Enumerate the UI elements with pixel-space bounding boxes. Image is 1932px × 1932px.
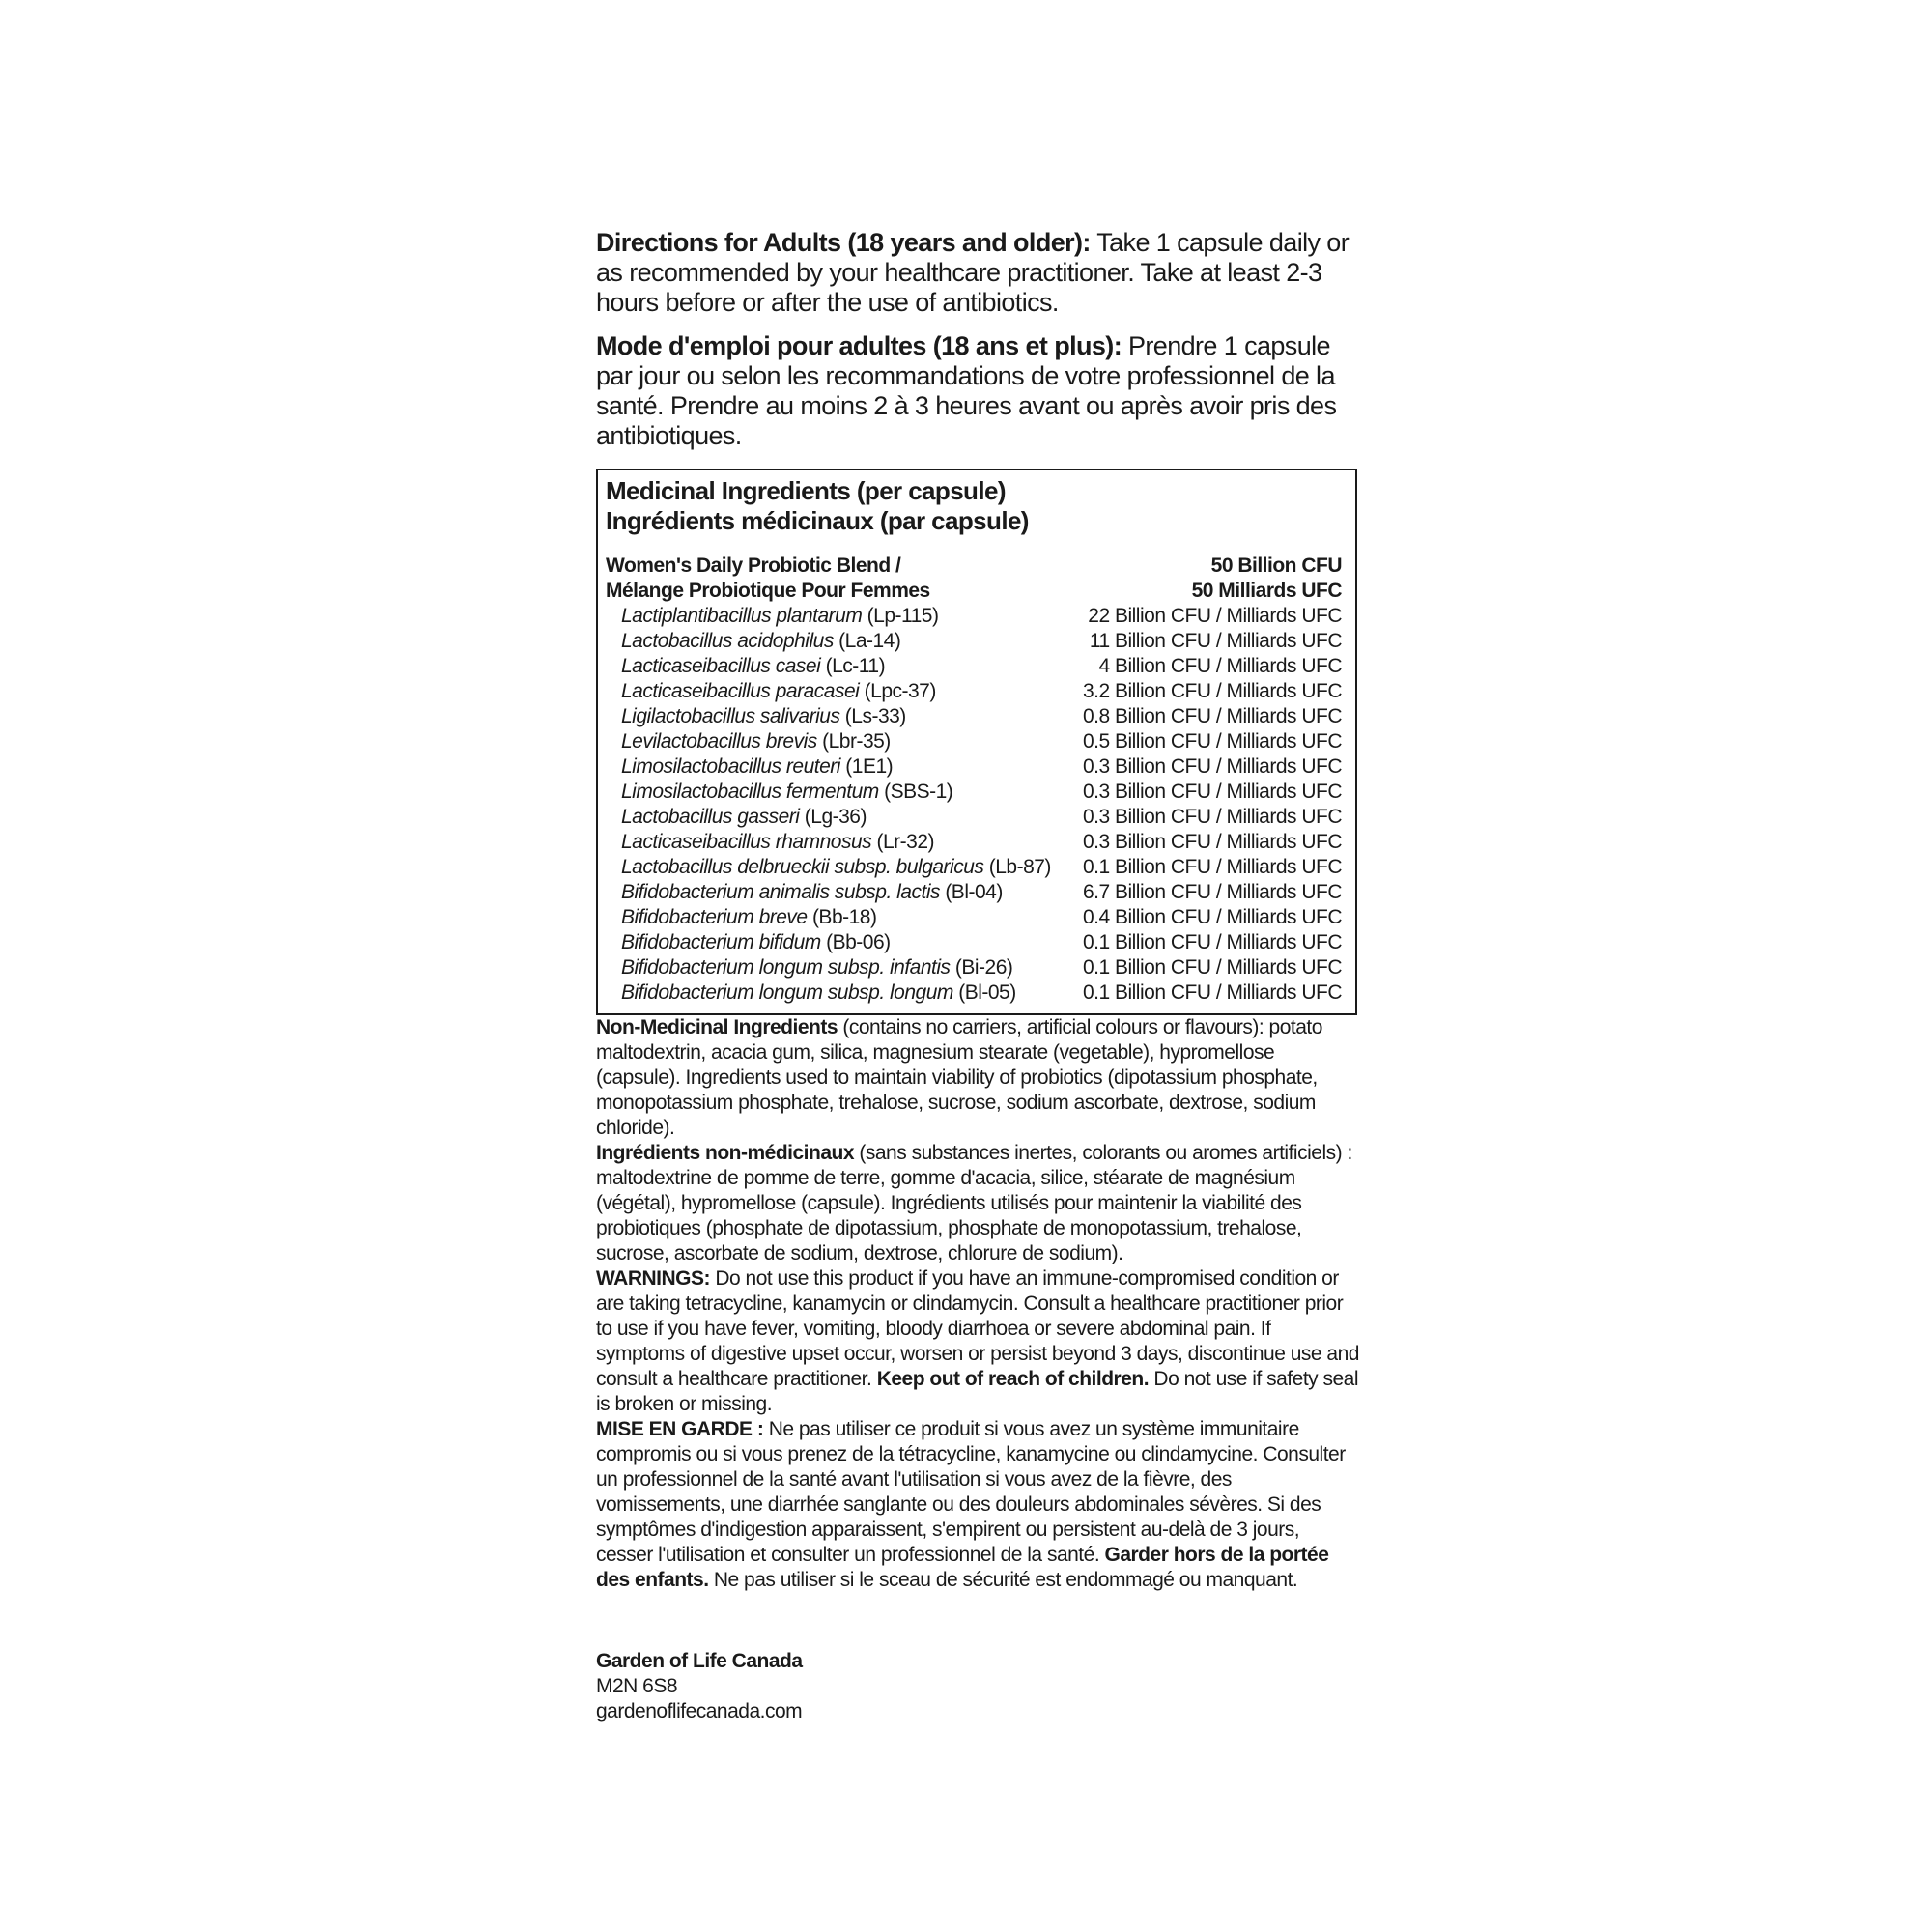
directions-en-text: Take 1 capsule daily or as recommended by your healthcare practitioner. Take at least 2-3 hours before or after the use of antibiotics. bbox=[596, 228, 1350, 317]
strain-amount: 3.2 Billion CFU / Milliards UFC bbox=[1082, 680, 1342, 702]
company-postal-code: M2N 6S8 bbox=[596, 1675, 678, 1697]
strain-label bbox=[621, 855, 1051, 880]
company-website: gardenoflifecanada.com bbox=[596, 1700, 803, 1722]
strain-label bbox=[621, 780, 952, 805]
strain-amount: 0.8 Billion CFU / Milliards UFC bbox=[1082, 705, 1342, 727]
strain-name: Lactobacillus delbrueckii subsp. bulgaricus bbox=[621, 856, 984, 878]
nonmedicinal-fr-heading: Ingrédients non-médicinaux bbox=[596, 1142, 855, 1164]
strain-label bbox=[621, 805, 867, 830]
strain-amount: 0.5 Billion CFU / Milliards UFC bbox=[1082, 730, 1342, 753]
strain-code: (Lbr-35) bbox=[816, 730, 891, 753]
strain-code: (Bl-05) bbox=[952, 981, 1016, 1004]
strain-name: Lacticaseibacillus rhamnosus bbox=[621, 831, 872, 853]
strain-amount: 0.3 Billion CFU / Milliards UFC bbox=[1082, 755, 1342, 778]
nonmedicinal-fr-text: (sans substances inertes, colorants ou aromes artificiels) : maltodextrine de pomme de terre, gomme d'acacia, silice, stéarate de magnésium (végétal), hypromellose (capsule). Ingrédients utilisés pour maintenir la viabilité des probiotiques (phosphate de dipotassium, phosphate de monopotassium, trehalose, sucrose, ascorbate de sodium, dextrose, chlorure de sodium). bbox=[596, 1142, 1352, 1264]
blend-name bbox=[606, 554, 930, 604]
strain-code: (La-14) bbox=[833, 630, 901, 652]
strain-row bbox=[606, 679, 1342, 704]
strain-amount: 4 Billion CFU / Milliards UFC bbox=[1098, 655, 1342, 677]
strain-name: Bifidobacterium breve bbox=[621, 906, 808, 928]
strain-label bbox=[621, 830, 934, 855]
directions-en bbox=[596, 228, 1359, 318]
strain-row bbox=[606, 905, 1342, 930]
directions-fr-heading: Mode d'emploi pour adultes (18 ans et plus): bbox=[596, 331, 1122, 360]
strain-code: (Lp-115) bbox=[862, 605, 939, 627]
strain-name: Limosilactobacillus reuteri bbox=[621, 755, 840, 778]
strain-amount: 0.1 Billion CFU / Milliards UFC bbox=[1082, 981, 1342, 1004]
blend-amount-fr: 50 Milliards UFC bbox=[1191, 580, 1342, 602]
strain-row bbox=[606, 830, 1342, 855]
company-info bbox=[596, 1649, 1359, 1724]
warnings-en-bold: Keep out of reach of children. bbox=[876, 1368, 1150, 1390]
blend-name-fr: Mélange Probiotique Pour Femmes bbox=[606, 580, 930, 602]
nonmedicinal-en-heading: Non-Medicinal Ingredients bbox=[596, 1016, 838, 1038]
strain-code: (1E1) bbox=[839, 755, 894, 778]
warnings-en-text: Do not use this product if you have an immune-compromised condition or are taking tetracycline, kanamycin or clindamycin. Consult a healthcare practitioner prior to use if you have fever, vomiting, bloody diarrhoea or severe abdominal pain. If symptoms of digestive upset occur, worsen or persist beyond 3 days, discontinue use and consult a healthcare practitioner. bbox=[596, 1267, 1359, 1390]
strain-row bbox=[606, 780, 1342, 805]
strain-row bbox=[606, 880, 1342, 905]
strain-amount: 0.3 Billion CFU / Milliards UFC bbox=[1082, 831, 1342, 853]
strain-name: Bifidobacterium animalis subsp. lactis bbox=[621, 881, 940, 903]
strain-code: (Lpc-37) bbox=[859, 680, 936, 702]
medicinal-title-fr: Ingrédients médicinaux (par capsule) bbox=[606, 506, 1029, 535]
strain-name: Bifidobacterium bifidum bbox=[621, 931, 821, 953]
strain-label bbox=[621, 604, 938, 629]
warnings-fr-heading: MISE EN GARDE : bbox=[596, 1418, 764, 1440]
nonmedicinal-en-text: (contains no carriers, artificial colours or flavours): potato maltodextrin, acacia gum, silica, magnesium stearate (vegetable), hypromellose (capsule). Ingredients used to maintain viability of probiotics (dipotassium phosphate, monopotassium phosphate, trehalose, sucrose, sodium ascorbate, dextrose, sodium chloride). bbox=[596, 1016, 1322, 1139]
strain-code: (Lb-87) bbox=[983, 856, 1051, 878]
warnings-fr-bold: Garder hors de la portée des enfants. bbox=[596, 1544, 1329, 1591]
strain-amount: 0.4 Billion CFU / Milliards UFC bbox=[1082, 906, 1342, 928]
strain-amount: 0.1 Billion CFU / Milliards UFC bbox=[1082, 931, 1342, 953]
strain-name: Limosilactobacillus fermentum bbox=[621, 781, 879, 803]
blend-amount bbox=[1192, 554, 1342, 604]
ingredients-warnings-section bbox=[596, 1015, 1359, 1593]
strain-name: Bifidobacterium longum subsp. infantis bbox=[621, 956, 951, 979]
strain-row bbox=[606, 855, 1342, 880]
strain-name: Lactobacillus acidophilus bbox=[621, 630, 834, 652]
strain-name: Ligilactobacillus salivarius bbox=[621, 705, 840, 727]
warnings-en-tail: Do not use if safety seal is broken or missing. bbox=[596, 1368, 1359, 1415]
strain-label bbox=[621, 729, 891, 754]
blend-header bbox=[606, 554, 1342, 604]
strain-row bbox=[606, 805, 1342, 830]
strain-label bbox=[621, 679, 936, 704]
warnings-en bbox=[596, 1266, 1359, 1417]
strain-amount: 0.3 Billion CFU / Milliards UFC bbox=[1082, 781, 1342, 803]
strain-row bbox=[606, 629, 1342, 654]
strain-name: Lactobacillus gasseri bbox=[621, 806, 800, 828]
strain-label bbox=[621, 629, 900, 654]
supplement-label bbox=[596, 228, 1359, 1724]
warnings-fr-text: Ne pas utiliser ce produit si vous avez un système immunitaire compromis ou si vous prenez de la tétracycline, kanamycine ou clindamycine. Consulter un professionnel de la santé avant l'utilisation si vous avez de la fièvre, des vomissements, une diarrhée sanglante ou des douleurs abdominales sévères. Si des symptômes d'indigestion apparaissent, s'empirent ou persistent au-delà de 3 jours, cesser l'utilisation et consulter un professionnel de la santé. bbox=[596, 1418, 1346, 1566]
strain-amount: 6.7 Billion CFU / Milliards UFC bbox=[1082, 881, 1342, 903]
strain-row bbox=[606, 729, 1342, 754]
directions-fr-text: Prendre 1 capsule par jour ou selon les recommandations de votre professionnel de la santé. Prendre au moins 2 à 3 heures avant ou après avoir pris des antibiotiques. bbox=[596, 331, 1337, 450]
strain-label bbox=[621, 704, 906, 729]
warnings-fr-tail: Ne pas utiliser si le sceau de sécurité est endommagé ou manquant. bbox=[708, 1569, 1298, 1591]
strain-row bbox=[606, 654, 1342, 679]
strain-name: Levilactobacillus brevis bbox=[621, 730, 817, 753]
strain-amount: 11 Billion CFU / Milliards UFC bbox=[1089, 630, 1342, 652]
strain-row bbox=[606, 754, 1342, 780]
blend-amount-en: 50 Billion CFU bbox=[1210, 554, 1342, 577]
strain-amount: 0.1 Billion CFU / Milliards UFC bbox=[1082, 956, 1342, 979]
strain-amount: 22 Billion CFU / Milliards UFC bbox=[1088, 605, 1342, 627]
strain-amount: 0.1 Billion CFU / Milliards UFC bbox=[1082, 856, 1342, 878]
strain-label bbox=[621, 930, 891, 955]
strain-code: (Lg-36) bbox=[799, 806, 867, 828]
directions-fr bbox=[596, 331, 1359, 451]
strain-amount: 0.3 Billion CFU / Milliards UFC bbox=[1082, 806, 1342, 828]
strain-code: (Bl-04) bbox=[939, 881, 1003, 903]
strain-label bbox=[621, 955, 1012, 980]
nonmedicinal-fr bbox=[596, 1141, 1359, 1266]
strain-code: (Lc-11) bbox=[820, 655, 886, 677]
strain-list bbox=[606, 604, 1342, 1006]
warnings-fr bbox=[596, 1417, 1359, 1593]
strain-label bbox=[621, 880, 1003, 905]
strain-code: (Bb-06) bbox=[820, 931, 891, 953]
strain-name: Bifidobacterium longum subsp. longum bbox=[621, 981, 953, 1004]
warnings-en-heading: WARNINGS: bbox=[596, 1267, 710, 1290]
strain-code: (Ls-33) bbox=[839, 705, 906, 727]
strain-row bbox=[606, 955, 1342, 980]
medicinal-ingredients-box bbox=[596, 469, 1357, 1015]
directions-section bbox=[596, 228, 1359, 451]
strain-name: Lacticaseibacillus casei bbox=[621, 655, 821, 677]
directions-en-heading: Directions for Adults (18 years and older): bbox=[596, 228, 1091, 257]
strain-label bbox=[621, 654, 885, 679]
strain-row bbox=[606, 604, 1342, 629]
strain-label bbox=[621, 905, 876, 930]
strain-label bbox=[621, 980, 1016, 1006]
strain-name: Lacticaseibacillus paracasei bbox=[621, 680, 860, 702]
strain-name: Lactiplantibacillus plantarum bbox=[621, 605, 863, 627]
strain-code: (Bi-26) bbox=[950, 956, 1013, 979]
strain-code: (Bb-18) bbox=[807, 906, 877, 928]
strain-label bbox=[621, 754, 893, 780]
strain-row bbox=[606, 980, 1342, 1006]
strain-code: (Lr-32) bbox=[871, 831, 934, 853]
strain-code: (SBS-1) bbox=[878, 781, 953, 803]
strain-row bbox=[606, 704, 1342, 729]
medicinal-title-en: Medicinal Ingredients (per capsule) bbox=[606, 476, 1006, 505]
nonmedicinal-en bbox=[596, 1015, 1359, 1141]
strain-row bbox=[606, 930, 1342, 955]
company-name: Garden of Life Canada bbox=[596, 1650, 803, 1672]
blend-name-en: Women's Daily Probiotic Blend / bbox=[606, 554, 901, 577]
